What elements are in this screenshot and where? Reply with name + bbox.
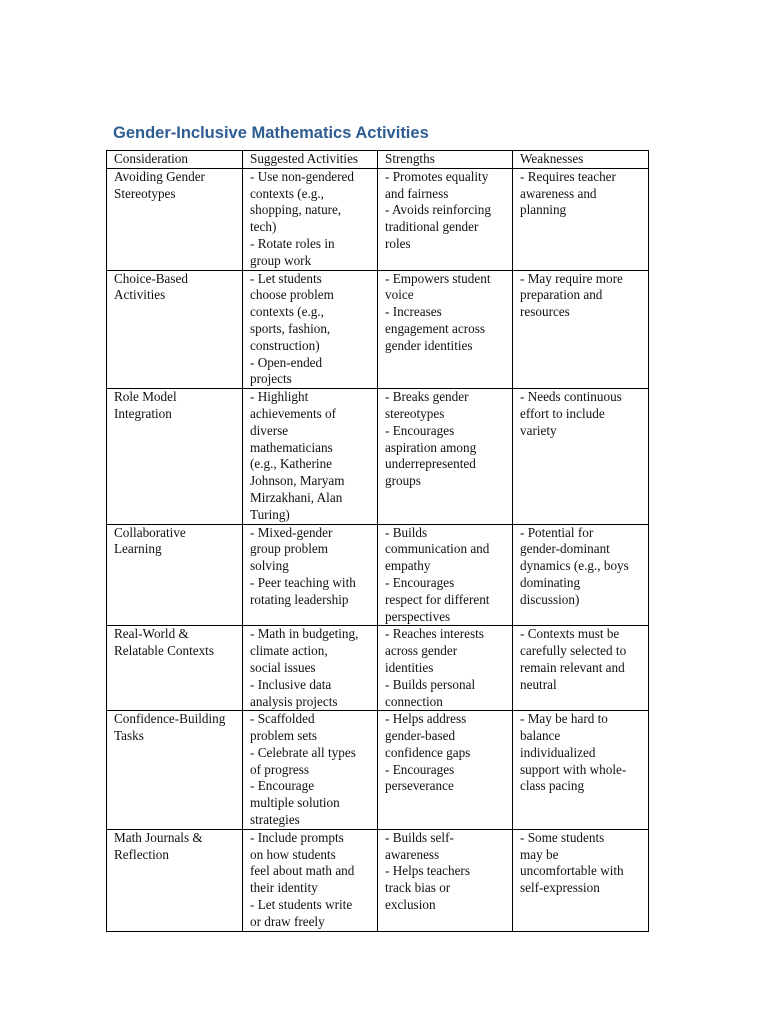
cell-consideration: Math Journals & Reflection: [107, 829, 243, 931]
table-header-row: [107, 151, 649, 169]
activities-table: [106, 150, 649, 932]
cell-consideration: Choice-Based Activities: [107, 270, 243, 389]
cell-suggested-activities: - Include prompts on how students feel about math and their identity - Let students write or draw freely: [243, 829, 378, 931]
cell-strengths: - Promotes equality and fairness - Avoids reinforcing traditional gender roles: [378, 168, 513, 270]
cell-suggested-activities: - Use non-gendered contexts (e.g., shopping, nature, tech) - Rotate roles in group work: [243, 168, 378, 270]
cell-strengths: - Reaches interests across gender identities - Builds personal connection: [378, 626, 513, 711]
table-row: [107, 270, 649, 389]
cell-weaknesses: - May require more preparation and resources: [513, 270, 649, 389]
cell-strengths: - Empowers student voice - Increases engagement across gender identities: [378, 270, 513, 389]
column-header-strengths: Strengths: [378, 151, 513, 169]
cell-weaknesses: - Contexts must be carefully selected to remain relevant and neutral: [513, 626, 649, 711]
table-row: [107, 711, 649, 830]
table-row: [107, 389, 649, 524]
cell-strengths: - Helps address gender-based confidence gaps - Encourages perseverance: [378, 711, 513, 830]
cell-suggested-activities: - Math in budgeting, climate action, social issues - Inclusive data analysis projects: [243, 626, 378, 711]
cell-consideration: Real-World & Relatable Contexts: [107, 626, 243, 711]
cell-weaknesses: - May be hard to balance individualized support with whole- class pacing: [513, 711, 649, 830]
cell-suggested-activities: - Highlight achievements of diverse mathematicians (e.g., Katherine Johnson, Maryam Mirzakhani, Alan Turing): [243, 389, 378, 524]
column-header-suggested-activities: Suggested Activities: [243, 151, 378, 169]
cell-consideration: Collaborative Learning: [107, 524, 243, 626]
cell-weaknesses: - Needs continuous effort to include variety: [513, 389, 649, 524]
table-row: [107, 829, 649, 931]
column-header-weaknesses: Weaknesses: [513, 151, 649, 169]
cell-weaknesses: - Some students may be uncomfortable with self-expression: [513, 829, 649, 931]
cell-consideration: Avoiding Gender Stereotypes: [107, 168, 243, 270]
cell-strengths: - Builds self- awareness - Helps teachers track bias or exclusion: [378, 829, 513, 931]
cell-suggested-activities: - Let students choose problem contexts (e.g., sports, fashion, construction) - Open-ended projects: [243, 270, 378, 389]
table-row: [107, 626, 649, 711]
cell-suggested-activities: - Scaffolded problem sets - Celebrate all types of progress - Encourage multiple solution strategies: [243, 711, 378, 830]
cell-weaknesses: - Requires teacher awareness and planning: [513, 168, 649, 270]
table-row: [107, 168, 649, 270]
cell-strengths: - Breaks gender stereotypes - Encourages aspiration among underrepresented groups: [378, 389, 513, 524]
cell-suggested-activities: - Mixed-gender group problem solving - Peer teaching with rotating leadership: [243, 524, 378, 626]
cell-consideration: Confidence-Building Tasks: [107, 711, 243, 830]
document-title: Gender-Inclusive Mathematics Activities: [113, 124, 429, 142]
cell-strengths: - Builds communication and empathy - Encourages respect for different perspectives: [378, 524, 513, 626]
cell-weaknesses: - Potential for gender-dominant dynamics (e.g., boys dominating discussion): [513, 524, 649, 626]
cell-consideration: Role Model Integration: [107, 389, 243, 524]
column-header-consideration: Consideration: [107, 151, 243, 169]
table-row: [107, 524, 649, 626]
